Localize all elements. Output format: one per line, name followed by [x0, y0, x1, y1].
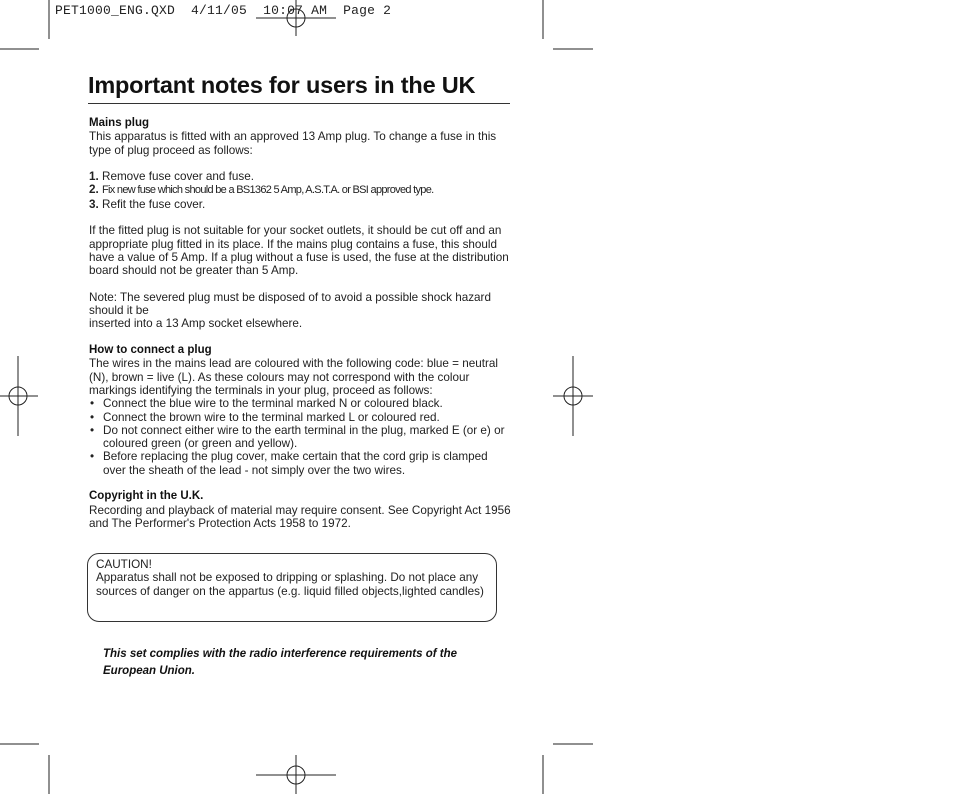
registration-target-top — [256, 0, 336, 36]
fuse-step — [89, 170, 511, 183]
slug-time: 10:07 AM — [263, 3, 328, 18]
registration-target-bottom — [256, 755, 336, 794]
registration-target-left — [0, 356, 38, 436]
main-body — [89, 117, 511, 530]
slug-file: PET1000_ENG.QXD — [55, 3, 176, 18]
fuse-step-text: Refit the fuse cover. — [102, 197, 206, 211]
slug-page: Page 2 — [343, 3, 392, 18]
connect-plug-intro: The wires in the mains lead are coloured with the following code: blue = neutral (N), brown = live (L). As these colours may not correspond with the colour markings identifying the terminals in your plug, proceed as follows: — [89, 357, 498, 397]
connect-plug-heading: How to connect a plug — [89, 344, 212, 357]
fuse-step — [89, 198, 511, 211]
wiring-instruction: • Before replacing the plug cover, make certain that the cord grip is clamped over the sheath of the lead - not simply over the two wires. — [89, 450, 511, 477]
spacer — [89, 331, 511, 344]
mains-plug-intro: This apparatus is fitted with an approved 13 Amp plug. To change a fuse in this type of plug proceed as follows: — [89, 130, 497, 157]
fuse-step-number: 1. — [89, 170, 99, 184]
copyright-text: Recording and playback of material may require consent. See Copyright Act 1956 and The Performer's Protection Acts 1958 to 1972. — [89, 503, 511, 530]
copyright-heading: Copyright in the U.K. — [89, 490, 204, 503]
fuse-step-text: Fix new fuse which should be a BS1362 5 Amp, A.S.T.A. or BSI approved type. — [102, 184, 434, 197]
plug-suitability-paragraph: If the fitted plug is not suitable for your socket outlets, it should be cut off and an appropriate plug fitted in its place. If the mains plug contains a fuse, this should have a value of 5 Amp. If a plug without a fuse is used, the fuse at the distribution board should not be greater than 5 Amp. — [89, 224, 509, 278]
fuse-step — [89, 183, 511, 197]
spacer — [89, 477, 511, 490]
mains-plug-heading: Mains plug — [89, 117, 150, 129]
fuse-step-text: Remove fuse cover and fuse. — [102, 170, 255, 184]
page-title: Important notes for users in the UK — [88, 72, 476, 98]
caution-box — [87, 553, 497, 622]
wiring-instructions-list — [89, 397, 511, 477]
spacer — [89, 211, 511, 224]
eu-compliance-statement: This set complies with the radio interference requirements of the European Union. — [103, 648, 458, 677]
severed-plug-note-line1: Note: The severed plug must be disposed of to avoid a possible shock hazard should it be — [89, 290, 491, 318]
spacer — [89, 157, 511, 170]
severed-plug-note-line2: inserted into a 13 Amp socket elsewhere. — [89, 317, 303, 331]
title-underline — [88, 103, 510, 104]
slug-date: 4/11/05 — [191, 3, 248, 18]
caution-text: Apparatus shall not be exposed to dripping or splashing. Do not place any sources of danger on the appartus (e.g. liquid filled objects,lighted candles) — [96, 571, 484, 598]
caution-heading: CAUTION! — [96, 558, 152, 571]
registration-target-right — [553, 356, 593, 436]
wiring-instruction: • Connect the brown wire to the terminal marked L or coloured red. — [89, 411, 511, 424]
wiring-instruction: • Do not connect either wire to the earth terminal in the plug, marked E (or e) or coloured green (or green and yellow). — [89, 424, 511, 451]
fuse-step-number: 3. — [89, 197, 99, 211]
fuse-steps-list — [89, 170, 511, 211]
spacer — [89, 278, 511, 291]
wiring-instruction: • Connect the blue wire to the terminal marked N or coloured black. — [89, 397, 511, 410]
fuse-step-number: 2. — [89, 183, 99, 197]
